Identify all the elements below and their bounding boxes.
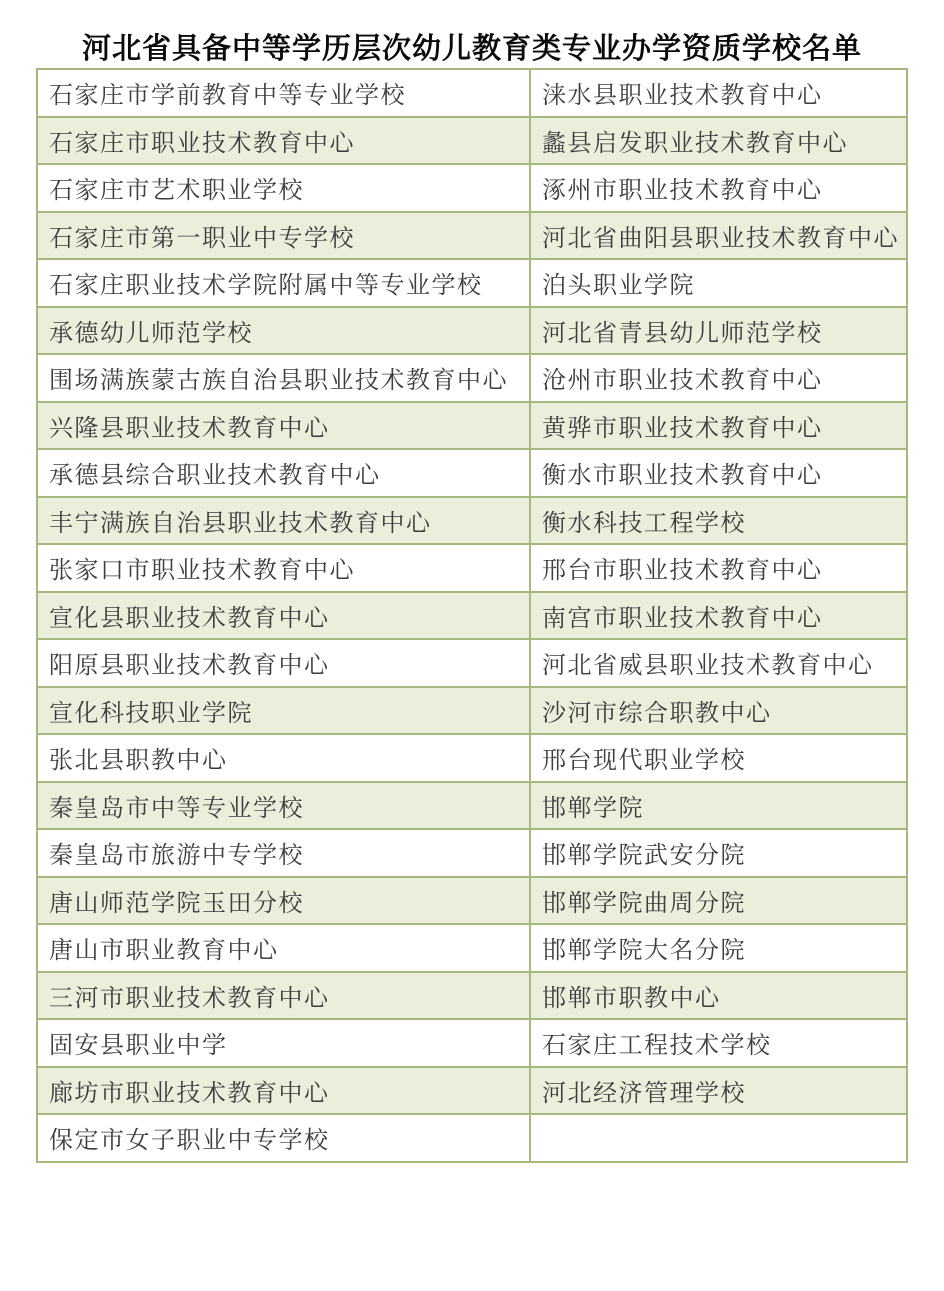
table-row	[37, 354, 907, 402]
table-row	[37, 877, 907, 925]
school-cell-left: 石家庄市艺术职业学校	[37, 164, 530, 212]
school-cell-right: 泊头职业学院	[530, 259, 907, 307]
table-row	[37, 782, 907, 830]
table-row	[37, 212, 907, 260]
table-row	[37, 307, 907, 355]
school-cell-right: 邯郸学院	[530, 782, 907, 830]
school-cell-right: 黄骅市职业技术教育中心	[530, 402, 907, 450]
school-table-body	[37, 69, 907, 1162]
school-cell-left: 张北县职教中心	[37, 734, 530, 782]
table-row	[37, 117, 907, 165]
school-cell-right: 河北省威县职业技术教育中心	[530, 639, 907, 687]
school-cell-left: 张家口市职业技术教育中心	[37, 544, 530, 592]
school-cell-left: 秦皇岛市中等专业学校	[37, 782, 530, 830]
school-cell-right: 沙河市综合职教中心	[530, 687, 907, 735]
table-row	[37, 972, 907, 1020]
table-row	[37, 164, 907, 212]
school-cell-left: 承德县综合职业技术教育中心	[37, 449, 530, 497]
table-row	[37, 829, 907, 877]
table-row	[37, 402, 907, 450]
table-row	[37, 924, 907, 972]
table-row	[37, 544, 907, 592]
school-cell-right: 邢台现代职业学校	[530, 734, 907, 782]
school-cell-left: 唐山市职业教育中心	[37, 924, 530, 972]
school-cell-left: 保定市女子职业中专学校	[37, 1114, 530, 1162]
school-cell-right: 邯郸市职教中心	[530, 972, 907, 1020]
school-cell-left: 石家庄市学前教育中等专业学校	[37, 69, 530, 117]
school-cell-left: 石家庄市第一职业中专学校	[37, 212, 530, 260]
table-row	[37, 1019, 907, 1067]
school-cell-left: 廊坊市职业技术教育中心	[37, 1067, 530, 1115]
school-cell-right: 蠡县启发职业技术教育中心	[530, 117, 907, 165]
school-cell-right: 河北省青县幼儿师范学校	[530, 307, 907, 355]
school-cell-right: 涿州市职业技术教育中心	[530, 164, 907, 212]
page-title: 河北省具备中等学历层次幼儿教育类专业办学资质学校名单	[81, 33, 862, 65]
school-cell-right: 邯郸学院大名分院	[530, 924, 907, 972]
table-row	[37, 734, 907, 782]
table-row	[37, 592, 907, 640]
school-cell-left: 唐山师范学院玉田分校	[37, 877, 530, 925]
school-cell-right: 河北省曲阳县职业技术教育中心	[530, 212, 907, 260]
school-cell-left: 固安县职业中学	[37, 1019, 530, 1067]
table-row	[37, 1114, 907, 1162]
school-cell-left: 承德幼儿师范学校	[37, 307, 530, 355]
table-row	[37, 639, 907, 687]
table-row	[37, 69, 907, 117]
school-cell-right: 衡水科技工程学校	[530, 497, 907, 545]
school-cell-right: 邯郸学院武安分院	[530, 829, 907, 877]
school-cell-right	[530, 1114, 907, 1162]
school-cell-left: 三河市职业技术教育中心	[37, 972, 530, 1020]
table-row	[37, 687, 907, 735]
school-cell-right: 石家庄工程技术学校	[530, 1019, 907, 1067]
table-row	[37, 259, 907, 307]
school-cell-left: 秦皇岛市旅游中专学校	[37, 829, 530, 877]
school-cell-right: 邢台市职业技术教育中心	[530, 544, 907, 592]
table-row	[37, 497, 907, 545]
table-row	[37, 1067, 907, 1115]
school-cell-left: 丰宁满族自治县职业技术教育中心	[37, 497, 530, 545]
school-table	[36, 68, 908, 1163]
school-cell-left: 石家庄市职业技术教育中心	[37, 117, 530, 165]
school-cell-right: 涞水县职业技术教育中心	[530, 69, 907, 117]
school-cell-right: 邯郸学院曲周分院	[530, 877, 907, 925]
school-cell-right: 河北经济管理学校	[530, 1067, 907, 1115]
school-cell-right: 衡水市职业技术教育中心	[530, 449, 907, 497]
school-cell-left: 宣化县职业技术教育中心	[37, 592, 530, 640]
school-cell-left: 围场满族蒙古族自治县职业技术教育中心	[37, 354, 530, 402]
school-cell-left: 石家庄职业技术学院附属中等专业学校	[37, 259, 530, 307]
table-row	[37, 449, 907, 497]
school-cell-left: 宣化科技职业学院	[37, 687, 530, 735]
school-cell-left: 阳原县职业技术教育中心	[37, 639, 530, 687]
school-cell-right: 南宫市职业技术教育中心	[530, 592, 907, 640]
school-cell-right: 沧州市职业技术教育中心	[530, 354, 907, 402]
school-cell-left: 兴隆县职业技术教育中心	[37, 402, 530, 450]
